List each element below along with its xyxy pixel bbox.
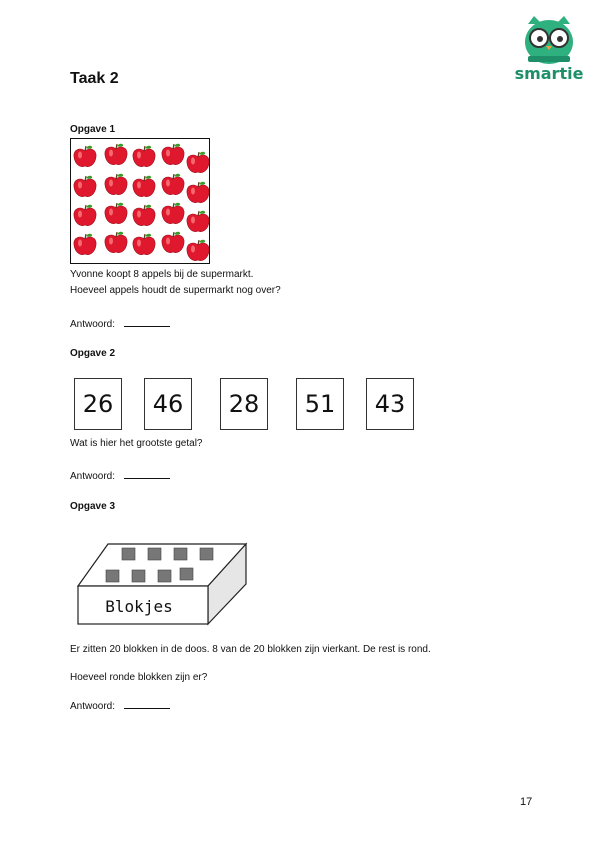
number-box: 43 xyxy=(366,378,414,430)
apple xyxy=(105,144,127,165)
opgave1-question-line1: Yvonne koopt 8 appels bij de supermarkt. xyxy=(70,269,254,280)
apple xyxy=(74,176,96,197)
opgave3-question-line2: Hoeveel ronde blokken zijn er? xyxy=(70,672,208,683)
opgave3-heading: Opgave 3 xyxy=(70,501,116,512)
apple xyxy=(133,176,155,197)
apple xyxy=(162,232,184,253)
apple xyxy=(187,211,209,232)
apple xyxy=(74,234,96,255)
apple xyxy=(162,203,184,224)
apple xyxy=(105,203,127,224)
box-label: Blokjes xyxy=(105,597,173,616)
page-title: Taak 2 xyxy=(70,70,119,87)
page-number: 17 xyxy=(520,796,533,808)
apple xyxy=(162,174,184,195)
apple xyxy=(105,232,127,253)
apple xyxy=(187,182,209,203)
apple xyxy=(162,144,184,165)
opgave2-answer xyxy=(70,468,170,485)
answer-label: Antwoord: xyxy=(70,319,116,330)
number-box: 51 xyxy=(296,378,344,430)
opgave3-answer xyxy=(70,698,170,715)
answer-label: Antwoord: xyxy=(70,701,116,712)
apple xyxy=(74,205,96,226)
opgave1-answer xyxy=(70,316,170,333)
apple xyxy=(133,234,155,255)
apple xyxy=(105,174,127,195)
opgave1-question-line2: Hoeveel appels houdt de supermarkt nog over? xyxy=(70,285,281,296)
opgave2-heading: Opgave 2 xyxy=(70,348,116,359)
number-box: 26 xyxy=(74,378,122,430)
answer-line xyxy=(124,698,170,709)
apple xyxy=(74,146,96,167)
logo-text: smartie xyxy=(514,64,584,83)
owl-icon xyxy=(514,14,584,66)
answer-line xyxy=(124,468,170,479)
smartie-logo xyxy=(514,14,584,84)
number-box: 46 xyxy=(144,378,192,430)
answer-label: Antwoord: xyxy=(70,471,116,482)
blocks-box-image xyxy=(74,540,250,628)
number-box: 28 xyxy=(220,378,268,430)
opgave1-heading: Opgave 1 xyxy=(70,124,116,135)
apple xyxy=(187,152,209,173)
opgave3-question-line1: Er zitten 20 blokken in de doos. 8 van de 20 blokken zijn vierkant. De rest is rond. xyxy=(70,644,431,655)
answer-line xyxy=(124,316,170,327)
apples-image xyxy=(70,138,210,264)
opgave2-question: Wat is hier het grootste getal? xyxy=(70,438,203,449)
apple xyxy=(187,240,209,261)
apple xyxy=(133,205,155,226)
apple xyxy=(133,146,155,167)
